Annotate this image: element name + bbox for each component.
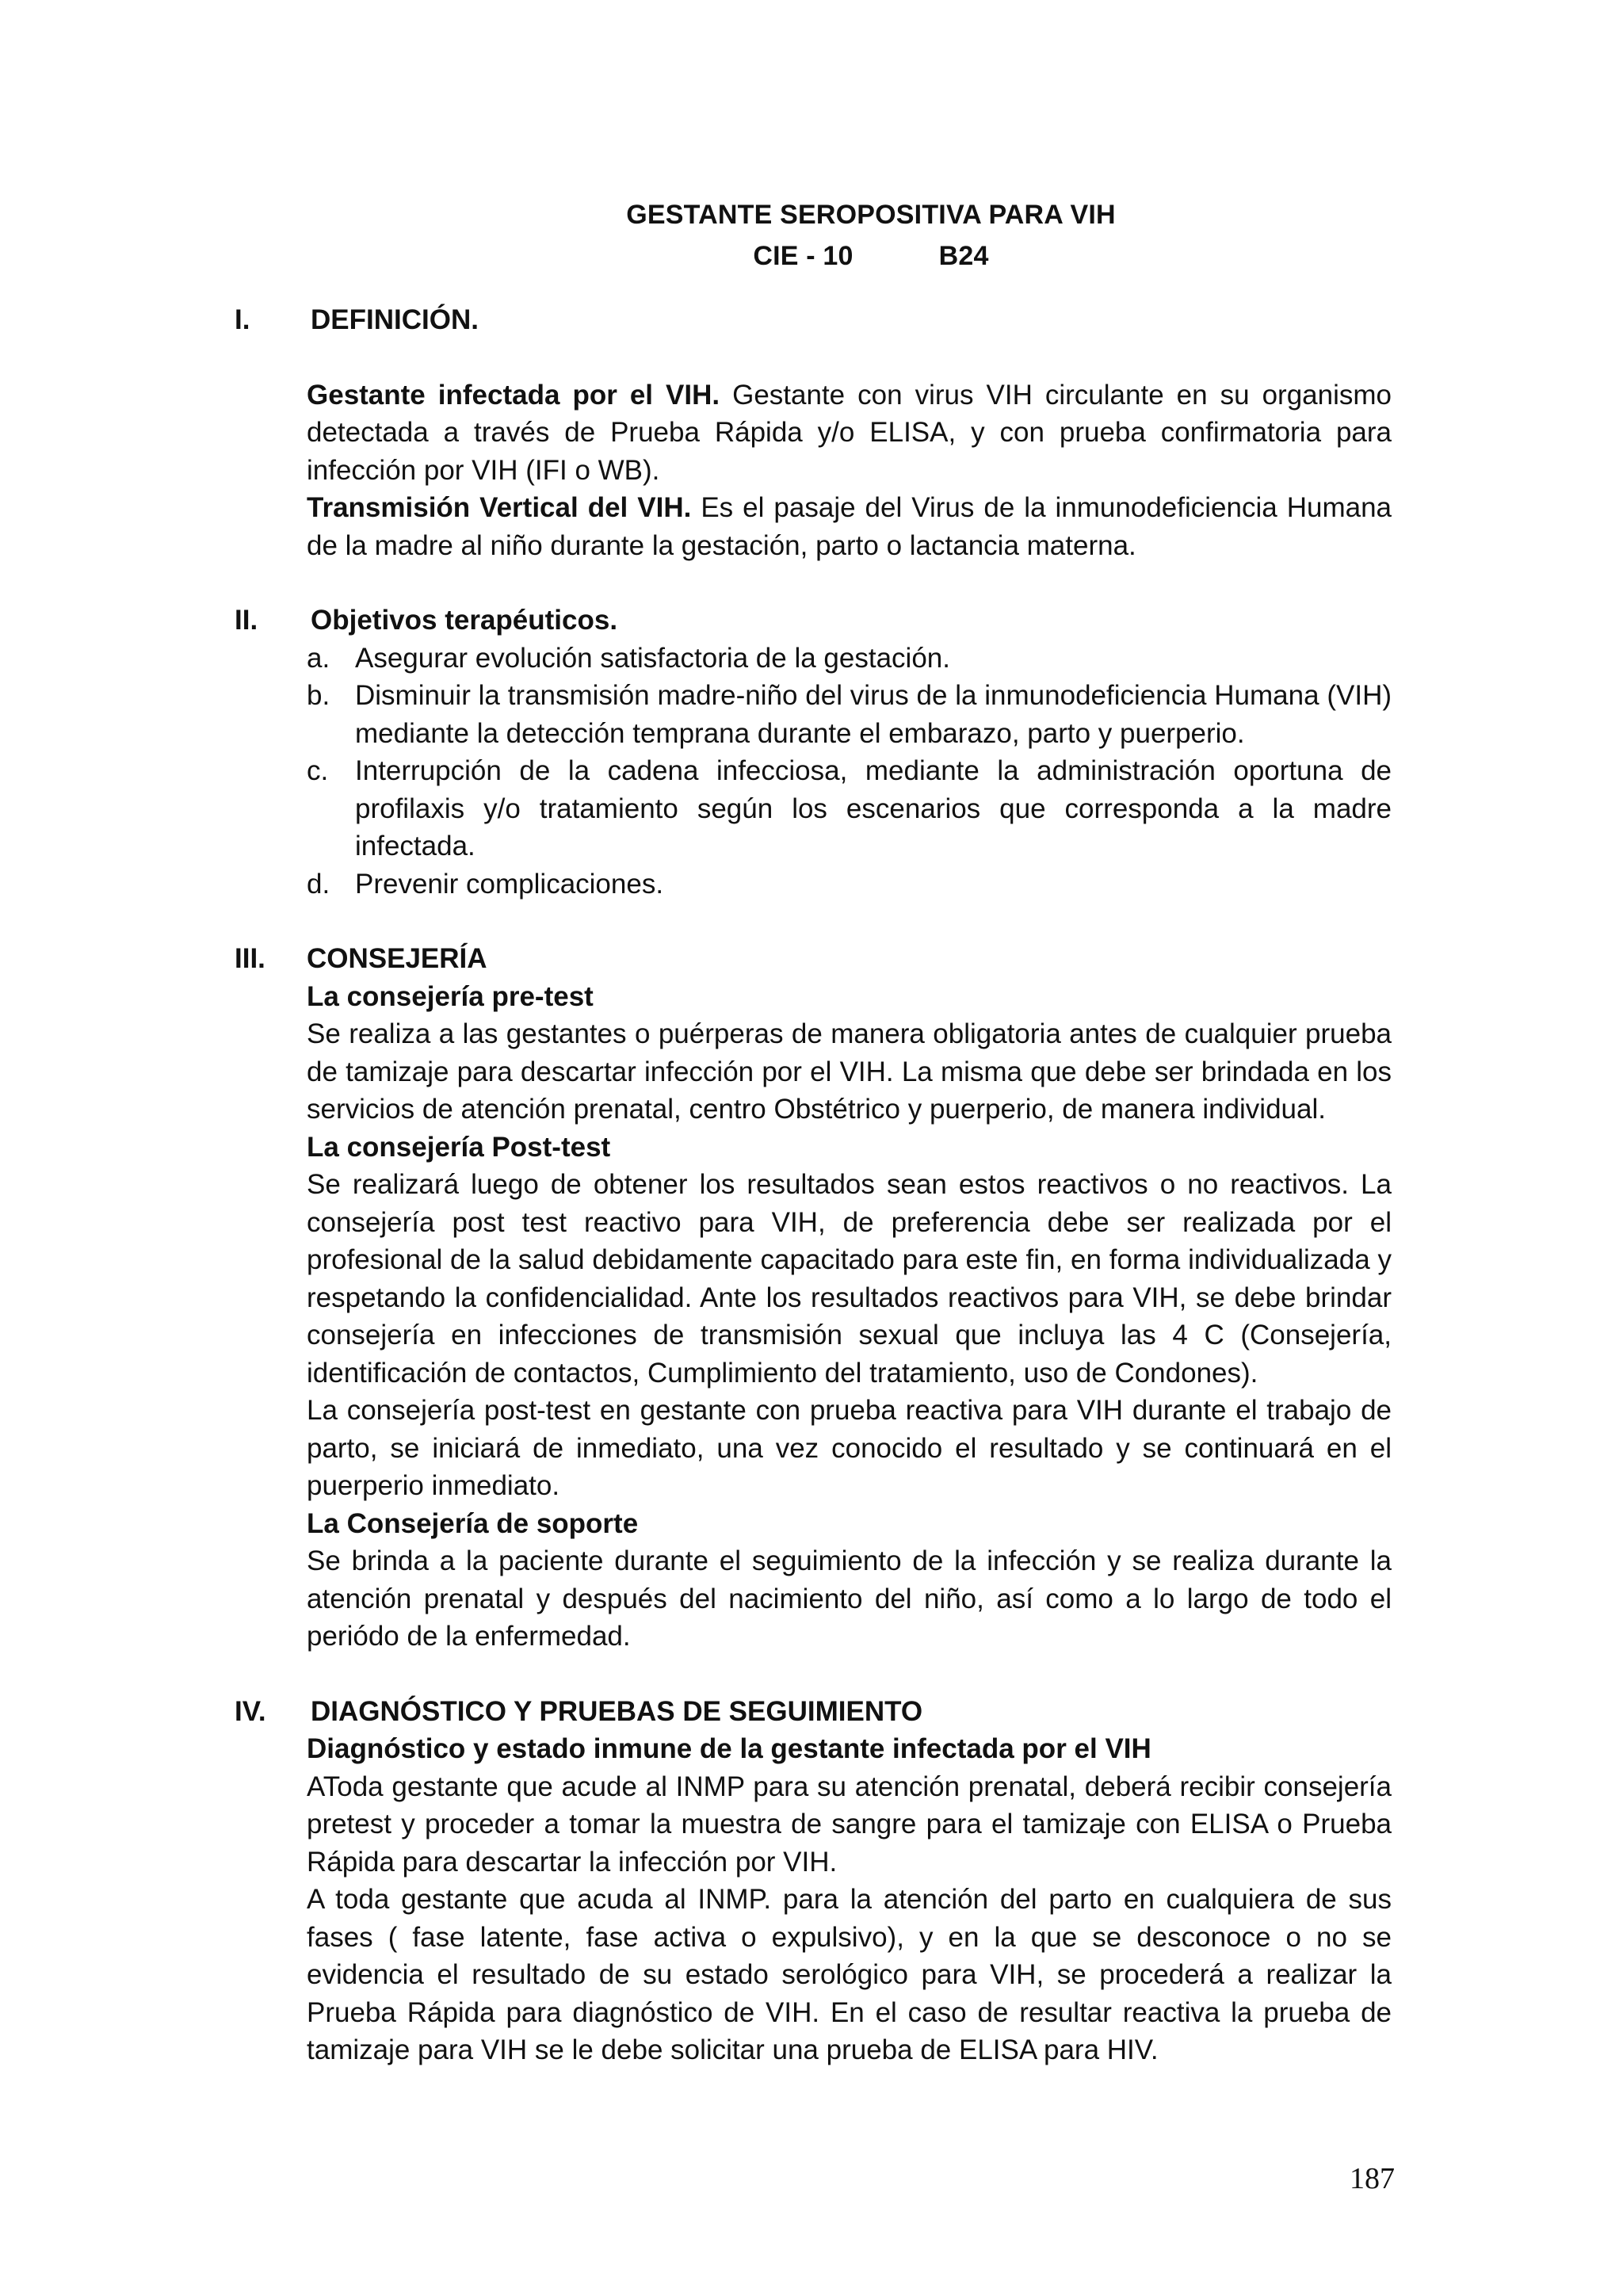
list-item-text: Prevenir complicaciones. — [355, 868, 664, 900]
definition-text: Gestante con virus VIH circulante en su organismo detectada a través de Prueba Rápida y/o ELISA, y con prueba confirmatoria para infección por VIH (IFI o WB). — [307, 379, 1392, 486]
page-number: 187 — [1350, 2162, 1395, 2195]
list-item-text: Asegurar evolución satisfactoria de la gestación. — [355, 642, 950, 674]
definition-term: Transmisión Vertical del VIH. — [307, 492, 692, 523]
section-title: CONSEJERÍA — [307, 943, 487, 974]
list-item-text: Interrupción de la cadena infecciosa, mediante la administración oportuna de profilaxis y/o tratamiento según los escenarios que corresponda a la madre infectada. — [355, 755, 1392, 861]
list-item-label: c. — [307, 755, 329, 786]
definition-paragraph — [307, 489, 1392, 564]
list-item-label: a. — [307, 642, 330, 674]
section-body — [307, 376, 1392, 565]
icd-code-line — [0, 235, 1623, 277]
section-consejeria — [235, 940, 1392, 1656]
subsection-heading: La Consejería de soporte — [307, 1507, 639, 1539]
document-header — [0, 194, 1623, 277]
section-heading — [235, 1693, 1392, 1731]
section-definicion — [235, 301, 1392, 564]
paragraph: Se realizará luego de obtener los resultados sean estos reactivos o no reactivos. La consejería post test reactivo para VIH, de preferencia debe ser realizada por el profesional de la salud debidamente capacitado para este fin, en forma individualizada y respetando la confidencialidad. Ante los resultados reactivos para VIH, se debe brindar consejería en infecciones de transmisión sexual que incluya las 4 C (Consejería, identificación de contactos, Cumplimiento del tratamiento, uso de Condones). — [307, 1169, 1392, 1389]
paragraph: AToda gestante que acude al INMP para su atención prenatal, deberá recibir consejería pretest y proceder a tomar la muestra de sangre para el tamizaje con ELISA o Prueba Rápida para descartar la infección por VIH. — [307, 1771, 1392, 1878]
list-item — [307, 865, 1392, 904]
icd-code-label: CIE - 10 — [753, 241, 854, 271]
section-heading — [235, 940, 1392, 978]
section-title: Objetivos terapéuticos. — [311, 605, 618, 636]
definition-term: Gestante infectada por el VIH. — [307, 379, 720, 411]
section-title: DEFINICIÓN. — [311, 304, 479, 335]
section-heading — [235, 301, 1392, 339]
subsection-heading: La consejería Post-test — [307, 1131, 611, 1163]
section-objetivos — [235, 602, 1392, 903]
section-number: I. — [235, 304, 250, 335]
section-title: DIAGNÓSTICO Y PRUEBAS DE SEGUIMIENTO — [311, 1695, 923, 1727]
section-body — [307, 640, 1392, 904]
objectives-list — [307, 640, 1392, 904]
section-heading — [235, 602, 1392, 640]
list-item — [307, 677, 1392, 752]
document-body — [235, 301, 1392, 2069]
paragraph: A toda gestante que acuda al INMP. para la atención del parto en cualquiera de sus fases ( fase latente, fase activa o expulsivo), y en la que se desconoce o no se evidencia el resultado de su estado serológico para VIH, se procederá a realizar la Prueba Rápida para diagnóstico de VIH. En el caso de resultar reactiva la prueba de tamizaje para VIH se le debe solicitar una prueba de ELISA para HIV. — [307, 1884, 1392, 2065]
paragraph: Se brinda a la paciente durante el seguimiento de la infección y se realiza durante la atención prenatal y después del nacimiento del niño, así como a lo largo de todo el periódo de la enfermedad. — [307, 1545, 1392, 1652]
section-number: II. — [235, 605, 258, 636]
list-item-label: d. — [307, 868, 330, 900]
section-number: III. — [235, 943, 265, 974]
document-title: GESTANTE SEROPOSITIVA PARA VIH — [626, 200, 1116, 230]
list-item-label: b. — [307, 680, 330, 711]
section-number: IV. — [235, 1695, 266, 1727]
definition-paragraph — [307, 376, 1392, 490]
list-item-text: Disminuir la transmisión madre-niño del virus de la inmunodeficiencia Humana (VIH) mediante la detección temprana durante el embarazo, parto y puerperio. — [355, 680, 1392, 749]
section-body — [307, 978, 1392, 1656]
definition-text: Es el pasaje del Virus de la inmunodeficiencia Humana de la madre al niño durante la gestación, parto o lactancia materna. — [307, 492, 1392, 561]
section-diagnostico — [235, 1693, 1392, 2069]
subsection-heading: Diagnóstico y estado inmune de la gestante infectada por el VIH — [307, 1733, 1151, 1764]
subsection-heading: La consejería pre-test — [307, 980, 594, 1012]
section-body — [307, 1730, 1392, 2069]
list-item — [307, 752, 1392, 865]
list-item — [307, 640, 1392, 678]
icd-code-value: B24 — [938, 241, 989, 271]
paragraph: La consejería post-test en gestante con prueba reactiva para VIH durante el trabajo de parto, se iniciará de inmediato, una vez conocido el resultado y se continuará en el puerperio inmediato. — [307, 1395, 1392, 1501]
paragraph: Se realiza a las gestantes o puérperas de manera obligatoria antes de cualquier prueba de tamizaje para descartar infección por el VIH. La misma que debe ser brindada en los servicios de atención prenatal, centro Obstétrico y puerperio, de manera individual. — [307, 1018, 1392, 1125]
